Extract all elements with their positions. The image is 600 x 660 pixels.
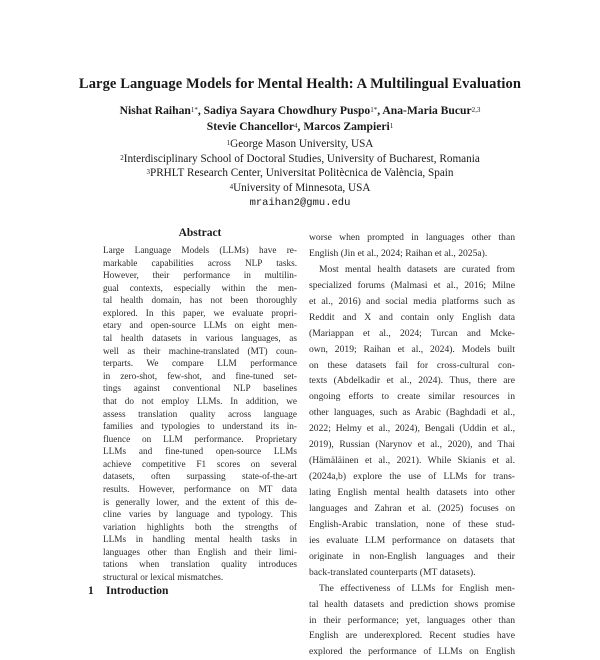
body-line: own, 2019; Raihan et al., 2024). Models built	[309, 343, 515, 355]
author-affil-mark: 1	[389, 122, 394, 130]
author-list	[0, 103, 600, 135]
section-number: 1	[88, 585, 94, 597]
abstract-line: languages other than English and their limi-	[103, 547, 297, 558]
section-title: Introduction	[106, 585, 169, 597]
author-name: Stevie Chancellor	[206, 120, 295, 133]
body-line: originate in non-English languages and their	[309, 550, 515, 562]
abstract-line: is generally lower, and the extent of this de-	[103, 497, 297, 508]
body-line: on these datasets fail for cross-cultural con-	[309, 359, 515, 371]
abstract-line: cline varies by language and typology. This	[103, 510, 297, 521]
body-line: languages and Zahran et al. (2025) focuses on	[309, 502, 515, 514]
affiliation-line	[0, 166, 600, 181]
abstract-line: fluence on LLM performance. Proprietary	[103, 434, 297, 445]
abstract-line: in zero-shot, few-shot, and fine-tuned set-	[103, 371, 297, 382]
author-line-2: Stevie Chancellor$^4$, Marcos Zampieri$^1$	[206, 120, 394, 133]
abstract-line: assess translation quality across language	[103, 409, 297, 420]
body-line: in their performance; yet, languages other than	[309, 614, 515, 626]
abstract-line: achieve competitive F1 scores on several	[103, 459, 297, 470]
body-line: English (Jin et al., 2024; Raihan et al., 2025a).	[309, 247, 488, 259]
abstract-line: well as their machine-translated (MT) coun-	[103, 346, 297, 357]
body-line: back-translated counterparts (MT datasets).	[309, 566, 476, 578]
abstract-line: LLMs in handling mental health tasks in	[103, 535, 297, 546]
body-line: specialized forums (Malmasi et al., 2016; Milne	[309, 279, 515, 291]
abstract-line: Large Language Models (LLMs) have re-	[103, 246, 297, 256]
author-line-1: Nishat Raihan$^{1*}$, Sadiya Sayara Chowdhury Puspo$^{1*}$, Ana-Maria Bucur$^{2,3}$	[119, 104, 481, 117]
body-line: ongoing efforts to create similar resources in	[309, 391, 515, 403]
affil-mark: 4	[229, 183, 234, 192]
abstract-line: tal health domain, has not been thoroughly	[103, 296, 297, 307]
affil-mark: 3	[146, 168, 150, 177]
affil-text: University of Minnesota, USA	[233, 182, 371, 195]
abstract-line: tal health datasets in various languages, as	[103, 334, 297, 345]
right-column-body	[309, 230, 515, 660]
abstract-body	[103, 245, 297, 585]
affil-text: PRHLT Research Center, Universitat Politècnica de València, Spain	[149, 167, 454, 180]
abstract-heading: Abstract	[178, 227, 222, 239]
affiliation-line	[0, 152, 600, 167]
body-line: worse when prompted in languages other than	[309, 232, 515, 243]
affiliation-line	[0, 181, 600, 196]
author-affil-mark: 1*	[370, 106, 378, 114]
abstract-line: However, their performance in multilin-	[103, 271, 297, 282]
body-line: 2019), Russian (Narynov et al., 2020), and Thai	[309, 439, 515, 451]
abstract-line: tations when translation quality introduces	[103, 560, 297, 571]
affiliations	[0, 137, 600, 211]
affil-mark: 1	[226, 139, 231, 147]
section-heading-introduction	[88, 585, 168, 597]
contact-email[interactable]: mraihan2@gmu.edu	[249, 196, 351, 209]
body-line: English are underexplored. Recent studies have	[309, 630, 515, 642]
abstract-line: structural or lexical mismatches.	[103, 573, 224, 584]
body-line: ies evaluate LLM performance on datasets that	[309, 534, 515, 546]
abstract-line: tings against conventional NLP baselines	[103, 384, 297, 395]
body-line: lating English mental health datasets into other	[309, 487, 515, 498]
abstract-line: terparts. We compare LLM performance	[103, 359, 297, 370]
abstract-line: variation highlights both the strengths of	[103, 522, 297, 533]
body-line: explored the performance of LLMs on English	[309, 646, 515, 658]
abstract-line: etary and open-source LLMs on eight men-	[103, 321, 297, 332]
author-name: Marcos Zampieri	[303, 120, 390, 133]
body-line: tal health datasets and prediction shows promise	[309, 598, 515, 610]
author-name: Ana-Maria Bucur	[382, 104, 472, 117]
author-affil-mark: 1*	[190, 106, 198, 114]
abstract-line: explored. In this paper, we evaluate propri-	[103, 308, 297, 319]
author-name: Nishat Raihan	[119, 104, 191, 117]
body-line: et al., 2016) and social media platforms such as	[309, 295, 515, 307]
abstract-line: LLMs and fine-tuned open-source LLMs	[103, 447, 297, 458]
author-name: Sadiya Sayara Chowdhury Puspo	[203, 104, 371, 117]
abstract-line: gual contexts, especially within the men-	[103, 283, 297, 294]
author-affil-mark: 4	[294, 122, 298, 130]
affiliation-line	[0, 137, 600, 152]
affil-mark: 2	[120, 153, 124, 162]
abstract-line: results. However, performance on MT data	[103, 484, 297, 495]
body-line: Reddit and X and contain only English data	[309, 311, 515, 323]
body-line: (Hämäläinen et al., 2021). While Skianis et al.	[309, 455, 515, 467]
body-line: 2022; Helmy et al., 2024), Bengali (Uddin et al.,	[309, 423, 515, 435]
abstract-line: datasets, often surpassing state-of-the-art	[103, 472, 297, 483]
paper-title: Large Language Models for Mental Health: A Multilingual Evaluation	[78, 76, 522, 92]
abstract-line: that do not employ LLMs. In addition, we	[103, 396, 297, 407]
affil-text: Interdisciplinary School of Doctoral Studies, University of Bucharest, Romania	[123, 152, 480, 165]
affil-text: George Mason University, USA	[230, 138, 374, 150]
body-line: other languages, such as Arabic (Baghdadi et al.,	[309, 407, 515, 419]
body-line: Most mental health datasets are curated from	[319, 263, 515, 275]
abstract-line: markable capabilities across NLP tasks.	[103, 258, 297, 269]
body-line: texts (Abdelkadir et al., 2024). Thus, there are	[309, 375, 515, 387]
author-affil-mark: 2,3	[471, 106, 481, 114]
abstract-line: families and typologies to understand its in-	[103, 422, 297, 433]
body-line: The effectiveness of LLMs for English men-	[319, 582, 515, 594]
body-line: (2024a,b) explore the use of LLMs for trans-	[309, 471, 515, 483]
body-line: English-Arabic translation, none of these stud-	[309, 518, 515, 530]
body-line: (Mariappan et al., 2024; Turcan and Mcke-	[309, 327, 515, 339]
